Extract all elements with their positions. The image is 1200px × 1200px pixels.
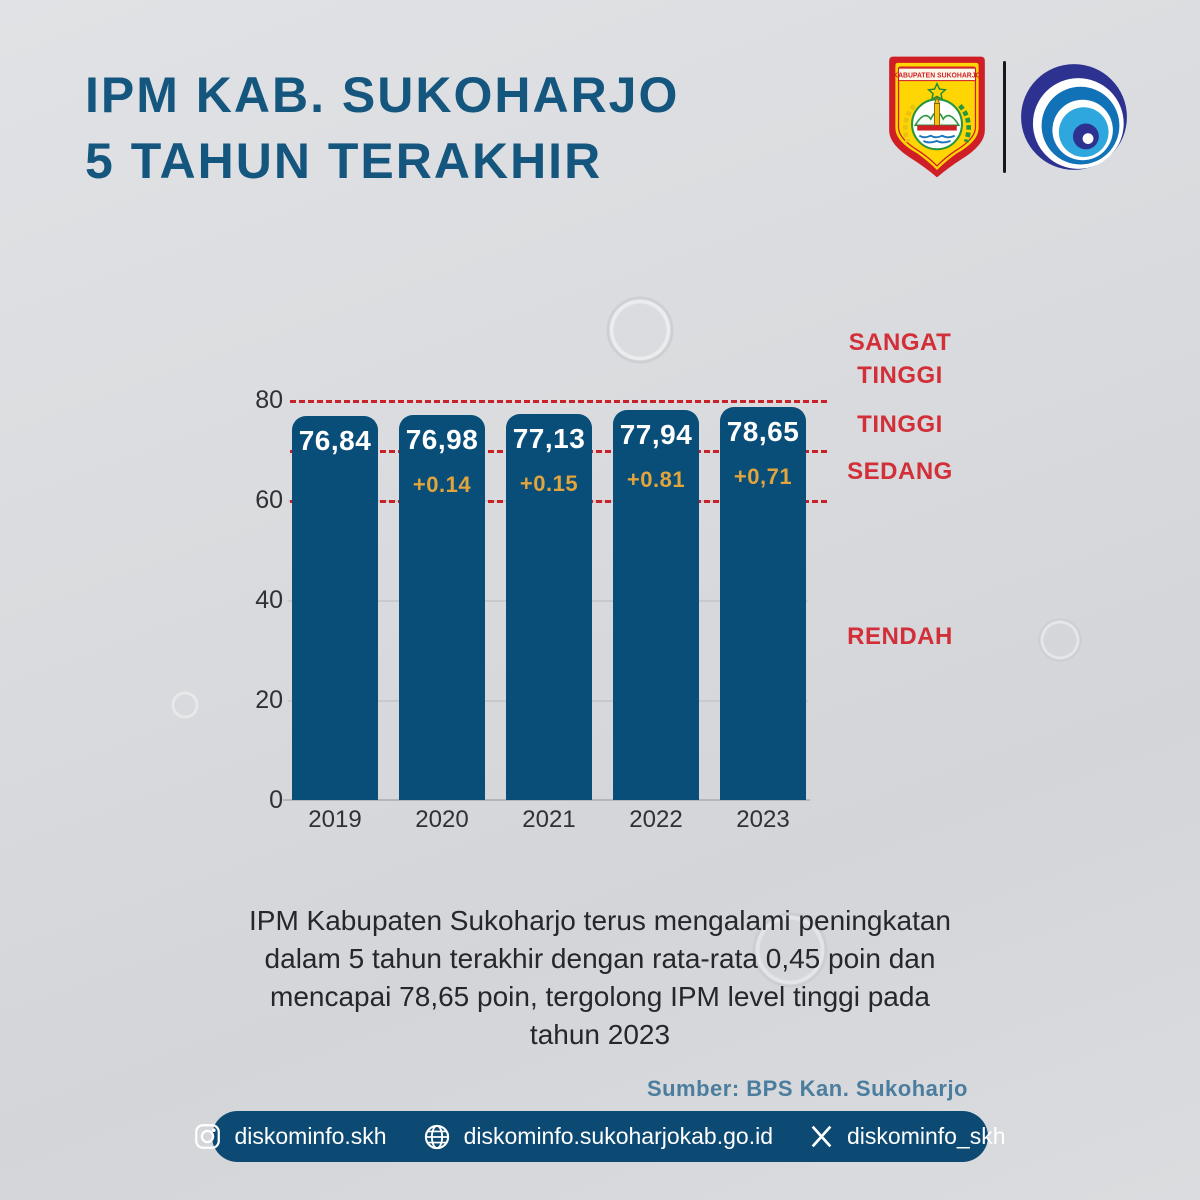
bar-delta-label: +0,71 [733, 463, 793, 489]
page-title [85, 62, 679, 194]
crest-bridge [917, 125, 957, 130]
x-label-2023: 2023 [736, 806, 790, 833]
bars-group [292, 400, 806, 800]
y-tick-40: 40 [255, 586, 283, 614]
bar-delta-label: +0.15 [519, 471, 579, 497]
zone-label-rendah: RENDAH [847, 623, 953, 650]
summary-text [190, 902, 1010, 1054]
x-label-2021: 2021 [522, 806, 576, 833]
kominfo-logo [1020, 63, 1128, 171]
bar [399, 415, 485, 800]
zone-label-sedang: SEDANG [847, 458, 953, 485]
x-label-2022: 2022 [629, 806, 683, 833]
instagram-icon [194, 1123, 221, 1150]
x-axis-labels [292, 806, 806, 834]
zone-label-sangat-tinggi: SANGAT TINGGI [848, 329, 952, 389]
bar-delta-label: +0.81 [626, 467, 686, 493]
x-label-2019: 2019 [308, 806, 362, 833]
x-twitter-item [809, 1123, 1006, 1150]
instagram-item [194, 1123, 386, 1150]
logo-group [885, 55, 1128, 179]
summary-line: IPM Kabupaten Sukoharjo terus mengalami peningkatan [249, 905, 951, 936]
website-item [423, 1123, 773, 1151]
bar-value-label: 76,98 [405, 424, 479, 456]
bar-value-label: 77,94 [619, 419, 693, 451]
bar-value-label: 77,13 [512, 423, 586, 455]
crest-banner-text: KABUPATEN SUKOHARJO [893, 72, 981, 80]
bar [292, 416, 378, 800]
instagram-handle: diskominfo.skh [234, 1123, 387, 1149]
x-handle: diskominfo_skh [847, 1123, 1006, 1149]
globe-icon [423, 1123, 451, 1151]
summary-line: mencapai 78,65 poin, tergolong IPM level tinggi pada [270, 981, 930, 1012]
title-line-2: 5 TAHUN TERAKHIR [85, 133, 603, 189]
source-label: Sumber: BPS Kan. Sukoharjo [646, 1076, 968, 1101]
title-line-1: IPM KAB. SUKOHARJO [85, 67, 680, 123]
website-url: diskominfo.sukoharjokab.go.id [463, 1123, 773, 1149]
sukoharjo-crest-logo [885, 55, 989, 179]
summary-line: dalam 5 tahun terakhir dengan rata-rata 0,45 poin dan [264, 943, 936, 974]
bar-delta-label: +0.14 [412, 472, 472, 498]
bar-value-label: 76,84 [298, 424, 372, 456]
zone-label-tinggi: TINGGI [857, 411, 943, 438]
bar [720, 407, 806, 800]
x-twitter-icon [809, 1124, 834, 1149]
y-tick-0: 0 [269, 786, 283, 814]
crest-tower [934, 103, 939, 125]
bar [613, 410, 699, 800]
x-label-2020: 2020 [415, 806, 469, 833]
y-tick-80: 80 [255, 386, 283, 414]
social-footer-bar [212, 1111, 1006, 1162]
bar [506, 414, 592, 800]
y-tick-60: 60 [255, 486, 283, 514]
summary-line: tahun 2023 [529, 1019, 671, 1050]
bar-value-label: 78,65 [726, 415, 800, 447]
y-tick-20: 20 [255, 686, 283, 714]
logo-divider [1003, 61, 1006, 173]
